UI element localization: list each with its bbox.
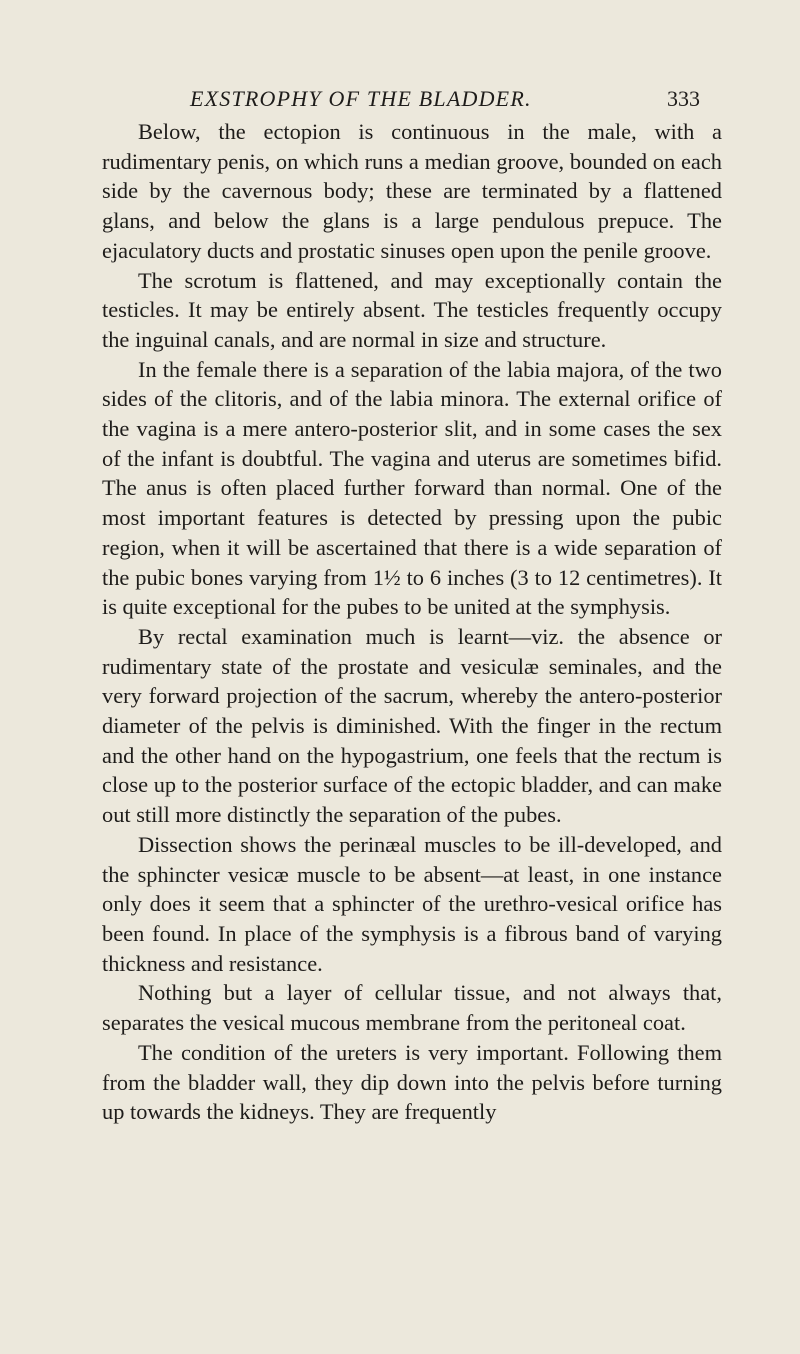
paragraph-rectal-examination: By rectal examination much is learnt—viz. the absence or rudimentary state of the prostate and vesiculæ seminales, and the very forward projection of the sacrum, whereby the antero-posterior diameter of the pelvis is diminished. With the finger in the rectum and the other hand on the hypogastrium, one feels that the rectum is close up to the posterior surface of the ectopic bladder, and can make out still more distinctly the separation of the pubes. bbox=[102, 623, 722, 828]
paragraph-female: In the female there is a separation of the labia majora, of the two sides of the clitoris, and of the labia minora. The external orifice of the vagina is a mere antero-posterior slit, and in some cases the sex of the infant is doubtful. The vagina and uterus are sometimes bifid. The anus is often placed further forward than normal. One of the most important features is detected by pressing upon the pubic region, when it will be ascertained that there is a wide separation of the pubic bones varying from 1½ to 6 inches (3 to 12 centimetres). It is quite exceptional for the pubes to be united at the symphysis. bbox=[102, 356, 722, 620]
body-text bbox=[102, 117, 722, 1127]
paragraph-cellular-tissue: Nothing but a layer of cellular tissue, and not always that, separates the vesical mucous membrane from the peritoneal coat. bbox=[102, 980, 722, 1036]
page-number: 333 bbox=[667, 86, 700, 111]
paragraph-scrotum: The scrotum is flattened, and may exceptionally contain the testicles. It may be entirely absent. The testicles frequently occupy the inguinal canals, and are normal in size and structure. bbox=[102, 267, 722, 352]
paragraph-ureters: The condition of the ureters is very important. Following them from the bladder wall, they dip down into the pelvis before turning up towards the kidneys. They are frequently bbox=[102, 1039, 722, 1125]
running-title: EXSTROPHY OF THE BLADDER. bbox=[190, 86, 532, 111]
paragraph-dissection: Dissection shows the perinæal muscles to be ill-developed, and the sphincter vesicæ muscle to be absent—at least, in one instance only does it seem that a sphincter of the urethro-vesical orifice has been found. In place of the symphysis is a fibrous band of varying thickness and resistance. bbox=[102, 831, 722, 976]
running-head bbox=[190, 86, 700, 116]
paragraph-penis: Below, the ectopion is continuous in the male, with a rudimentary penis, on which runs a median groove, bounded on each side by the cavernous body; these are terminated by a flattened glans, and below the glans is a large pendulous prepuce. The ejaculatory ducts and prostatic sinuses open upon the penile groove. bbox=[102, 119, 722, 263]
